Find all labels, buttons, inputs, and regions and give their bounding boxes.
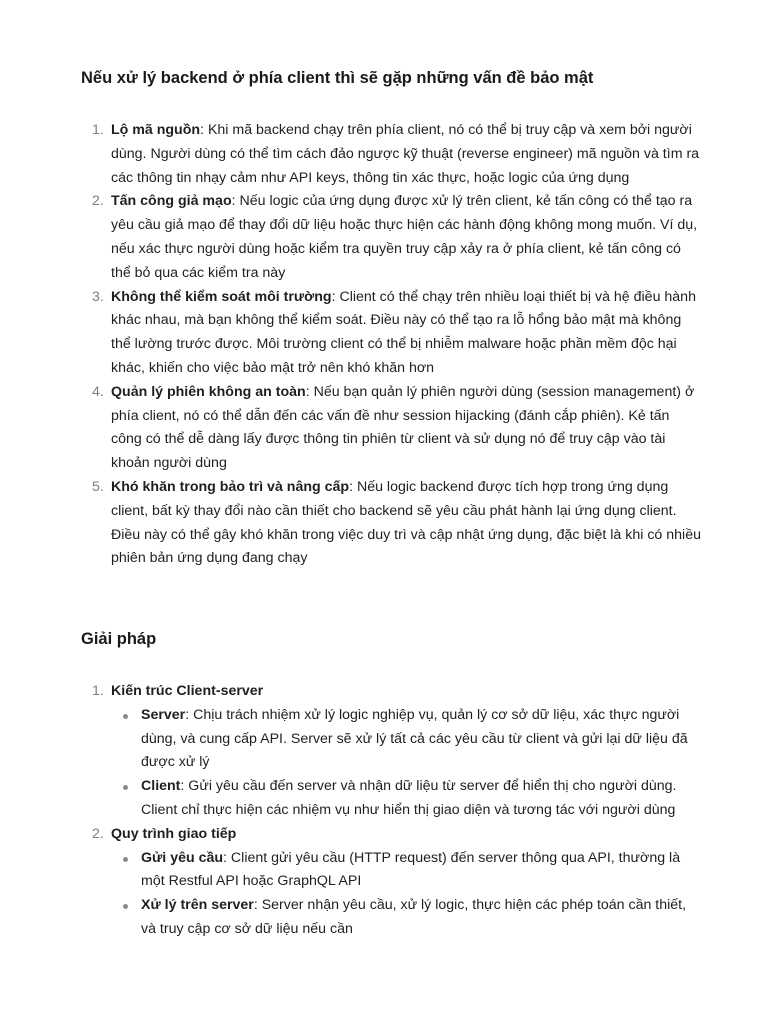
item-term: Không thể kiểm soát môi trường [111, 288, 332, 305]
sub-list-item [141, 847, 701, 895]
item-text: : Khi mã backend chạy trên phía client, nó có thể bị truy cập và xem bởi người dùng. Người dùng có thể tìm cách đảo ngược kỹ thuật (reverse engineer) mã nguồn và tìm ra các thông tin nhạy cảm như API keys, thông tin xác thực, hoặc logic của ứng dụng [111, 122, 700, 186]
sub-item-text: : Gửi yêu cầu đến server và nhận dữ liệu từ server để hiển thị cho người dùng. Client chỉ thực hiện các nhiệm vụ như hiển thị giao diện và tương tác với người dùng [141, 778, 677, 818]
item-term: Khó khăn trong bảo trì và nâng cấp [111, 478, 350, 495]
sub-list [111, 704, 701, 823]
item-term: Quản lý phiên không an toàn [111, 383, 306, 400]
item-text: : Nếu logic của ứng dụng được xử lý trên client, kẻ tấn công có thể tạo ra yêu cầu giả mạo để thay đổi dữ liệu hoặc thực hiện các hành động không mong muốn. Ví dụ, nếu xác thực người dùng hoặc kiểm tra quyền truy cập xảy ra ở phía client, kẻ tấn công có thể bỏ qua các kiểm tra này [111, 193, 698, 281]
sub-item-term: Gửi yêu cầu [141, 849, 224, 866]
list-item [111, 680, 701, 823]
item-heading: Quy trình giao tiếp [111, 825, 237, 842]
list-item [111, 286, 701, 381]
list-item [111, 476, 701, 571]
sub-item-text: : Chịu trách nhiệm xử lý logic nghiệp vụ, quản lý cơ sở dữ liệu, xác thực người dùng, và cung cấp API. Server sẽ xử lý tất cả các yêu cầu từ client và gửi lại dữ liệu đã được xử lý [141, 706, 688, 771]
sub-item-term: Xử lý trên server [141, 897, 254, 914]
item-term: Lộ mã nguồn [111, 122, 201, 138]
list-item [111, 190, 701, 285]
sub-list-item [141, 775, 701, 823]
list-item [111, 823, 701, 942]
list-item [111, 119, 701, 190]
item-text: : Nếu bạn quản lý phiên người dùng (session management) ở phía client, nó có thể dẫn đến các vấn đề như session hijacking (đánh cắp phiên). Kẻ tấn công có thể dễ dàng lấy được thông tin phiên từ client và sử dụng nó để truy cập vào tài khoản người dùng [111, 383, 695, 472]
sub-list-item [141, 894, 701, 942]
item-term: Tấn công giả mạo [111, 193, 232, 210]
item-heading: Kiến trúc Client-server [111, 683, 264, 699]
item-text: : Nếu logic backend được tích hợp trong ứng dụng client, bất kỳ thay đổi nào cần thiết cho backend sẽ yêu cầu phát hành lại ứng dụng client. Điều này có thể gây khó khăn trong việc duy trì và cập nhật ứng dụng, đặc biệt là khi có nhiều phiên bản ứng dụng đang chạy [111, 478, 701, 567]
security-issues-list [111, 119, 701, 571]
sub-item-term: Client [141, 778, 181, 795]
sub-list-item [141, 704, 701, 775]
sub-item-term: Server [141, 706, 186, 723]
section-heading-security-issues: Nếu xử lý backend ở phía client thì sẽ gặp những vấn đề bảo mật [81, 69, 594, 87]
sub-list [111, 847, 701, 942]
list-item [111, 381, 701, 476]
solution-list [111, 680, 701, 942]
sub-item-text: : Server nhận yêu cầu, xử lý logic, thực hiện các phép toán cần thiết, và truy cập cơ sở dữ liệu nếu cần [141, 897, 687, 937]
item-text: : Client có thể chạy trên nhiều loại thiết bị và hệ điều hành khác nhau, mà bạn không thể kiểm soát. Điều này có thể tạo ra lỗ hổng bảo mật mà không thể lường trước được. Môi trường client có thể bị nhiễm malware hoặc phần mềm độc hại khác, khiến cho việc bảo mật trở nên khó khăn hơn [111, 288, 696, 376]
sub-item-text: : Client gửi yêu cầu (HTTP request) đến server thông qua API, thường là một Restful API hoặc GraphQL API [141, 849, 681, 890]
section-heading-solution: Giải pháp [81, 630, 157, 648]
